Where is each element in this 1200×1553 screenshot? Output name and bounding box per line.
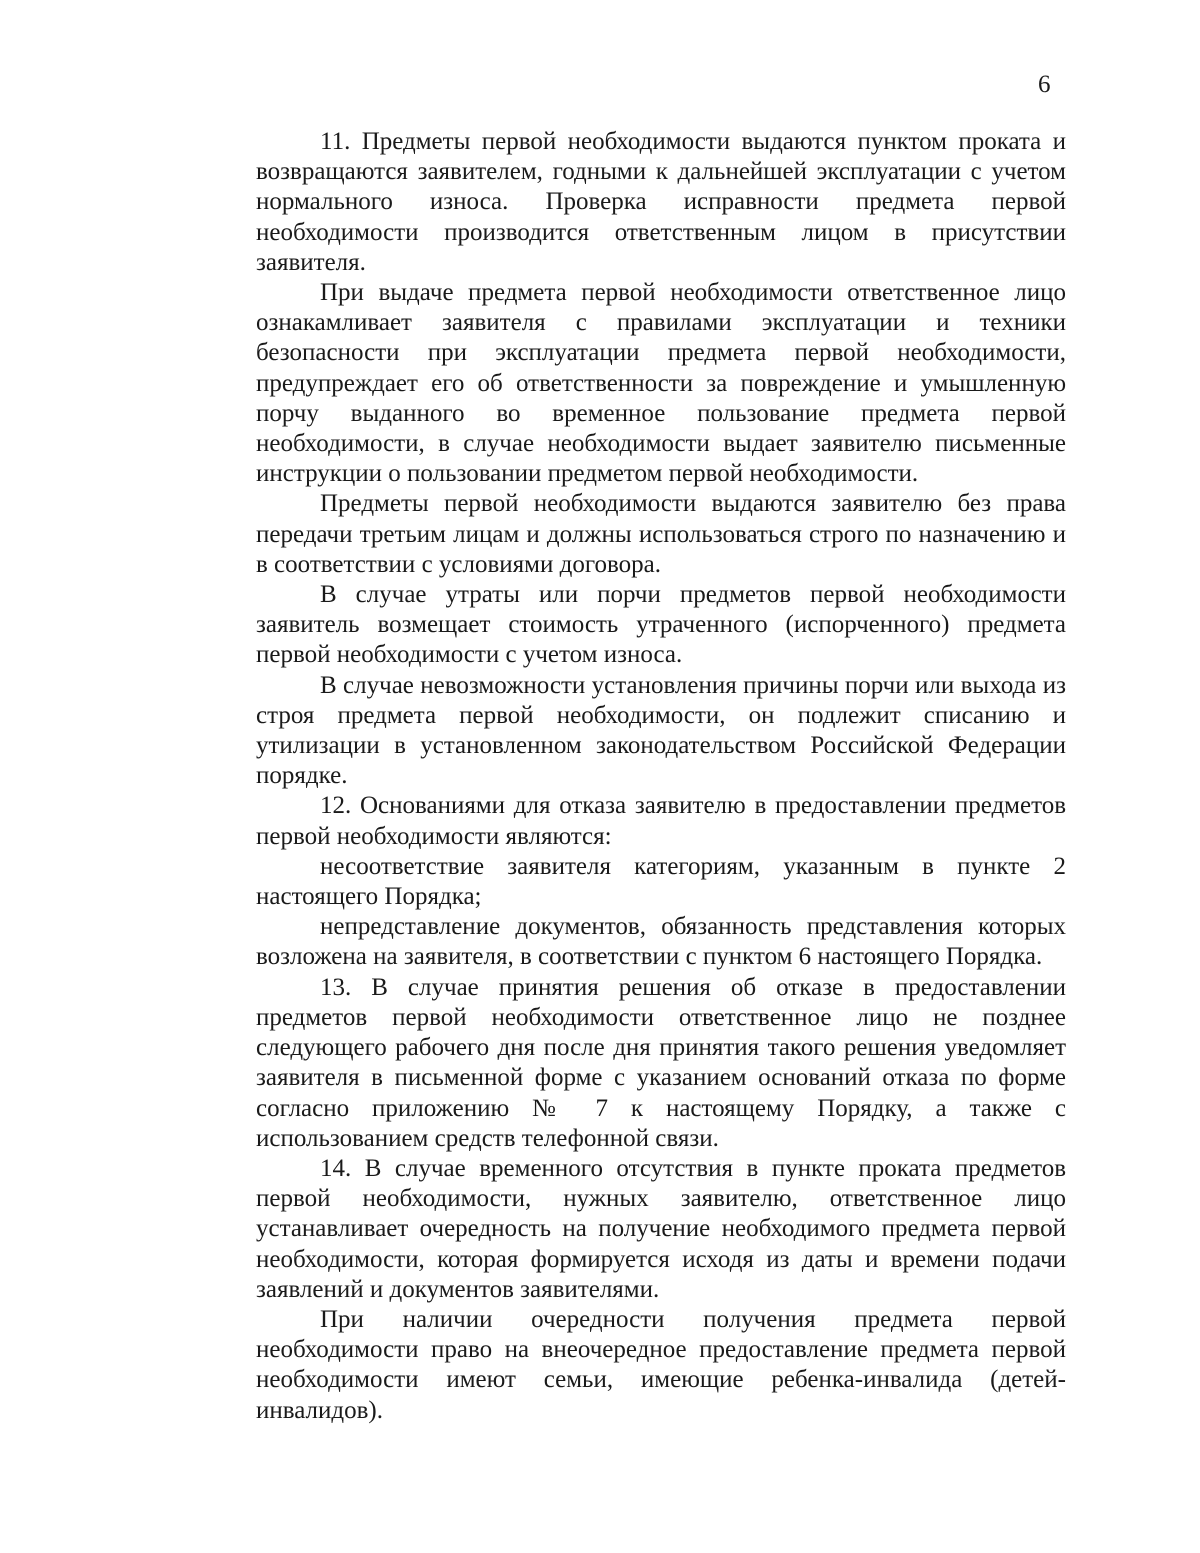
paragraph-14: 14. В случае временного отсутствия в пункте проката предметов первой необходимости, нужных заявителю, ответственное лицо устанавливает очередность на получение необходимого предмета первой необходимости, которая формируется исходя из даты и времени подачи заявлений и документов заявителями.	[256, 1154, 1066, 1303]
paragraph-11: 11. Предметы первой необходимости выдаются пунктом проката и возвращаются заявителем, годными к дальнейшей эксплуатации с учетом нормального износа. Проверка исправности предмета первой необходимости производится ответственным лицом в присутствии заявителя.	[256, 128, 1066, 276]
page-number: 6	[1038, 71, 1051, 98]
paragraph-priority: При наличии очередности получения предмета первой необходимости право на внеочередное предоставление предмета первой необходимости имеют семьи, имеющие ребенка-инвалида (детей-инвалидов).	[256, 1305, 1066, 1424]
paragraph-loss-compensation: В случае утраты или порчи предметов первой необходимости заявитель возмещает стоимость утраченного (испорченного) предмета первой необходимости с учетом износа.	[256, 581, 1066, 669]
paragraph-write-off: В случае невозможности установления причины порчи или выхода из строя предмета первой необходимости, он подлежит списанию и утилизации в установленном законодательством Российской Федерации порядке.	[256, 671, 1066, 790]
document-body	[256, 127, 1066, 1426]
paragraph-12: 12. Основаниями для отказа заявителю в предоставлении предметов первой необходимости являются:	[256, 792, 1066, 850]
paragraph-refusal-reason-1: несоответствие заявителя категориям, указанным в пункте 2 настоящего Порядка;	[256, 852, 1066, 911]
paragraph-refusal-reason-2: непредставление документов, обязанность представления которых возложена на заявителя, в соответствии с пунктом 6 настоящего Порядка.	[256, 913, 1066, 971]
paragraph-13: 13. В случае принятия решения об отказе в предоставлении предметов первой необходимости ответственное лицо не позднее следующего рабочего дня после дня принятия такого решения уведомляет заявителя в письменной форме с указанием оснований отказа по форме согласно приложению № 7 к настоящему Порядку, а также с использованием средств телефонной связи.	[256, 973, 1066, 1152]
paragraph-issue-instructions: При выдаче предмета первой необходимости ответственное лицо ознакамливает заявителя с правилами эксплуатации и техники безопасности при эксплуатации предмета первой необходимости, предупреждает его об ответственности за повреждение и умышленную порчу выданного во временное пользование предмета первой необходимости, в случае необходимости выдает заявителю письменные инструкции о пользовании предметом первой необходимости.	[256, 279, 1066, 488]
paragraph-no-transfer: Предметы первой необходимости выдаются заявителю без права передачи третьим лицам и должны использоваться строго по назначению и в соответствии с условиями договора.	[256, 490, 1066, 578]
